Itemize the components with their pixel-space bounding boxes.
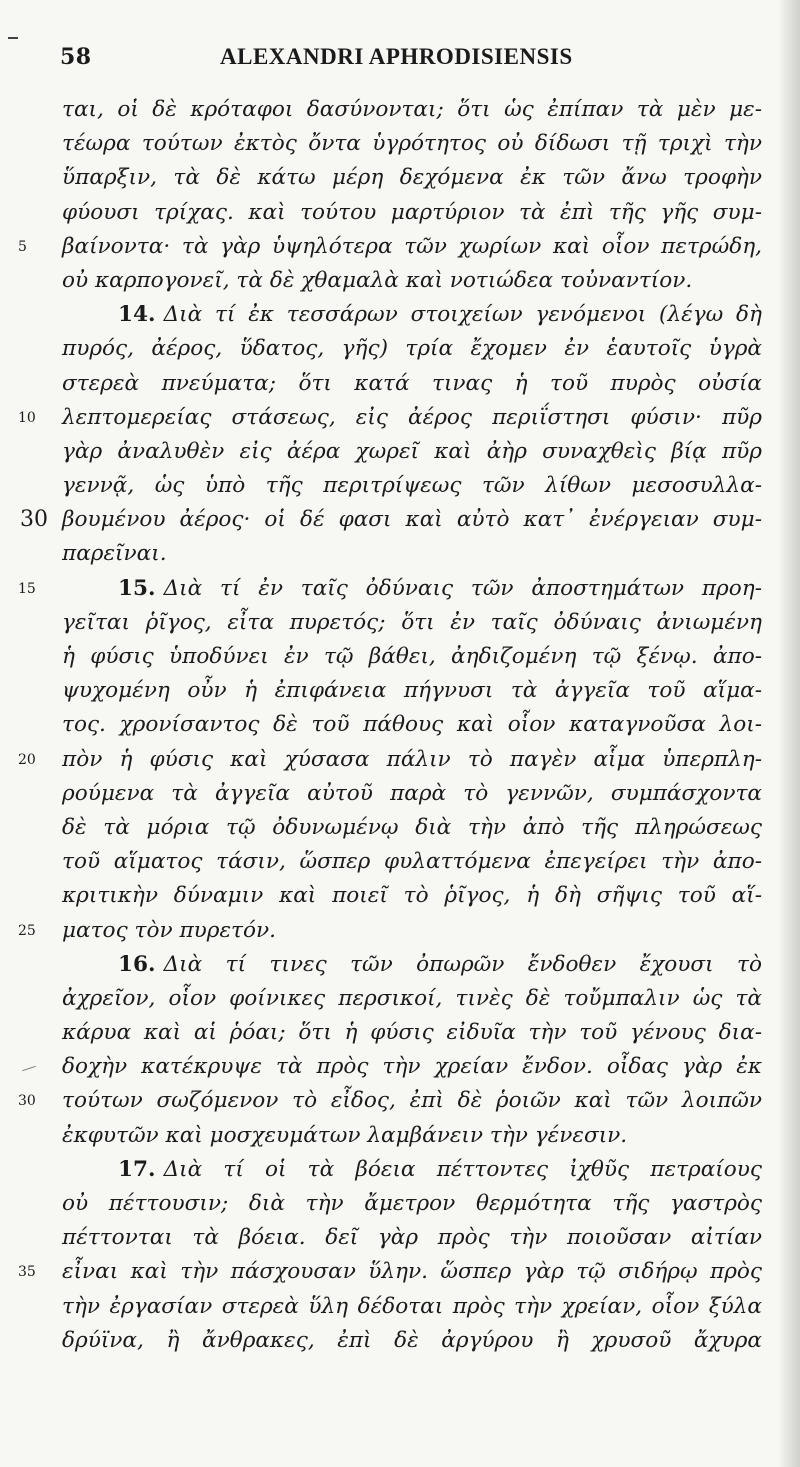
line-text: δὲ τὰ μόρια τῷ ὀδυνωμένῳ διὰ τὴν ἀπὸ τῆς πληρώσεως — [62, 814, 762, 840]
text-line — [18, 1255, 762, 1289]
text-line — [62, 811, 762, 845]
line-text: βαίνοντα· τὰ γὰρ ὑψηλότερα τῶν χωρίων καὶ οἷον πετρώδη, — [62, 233, 762, 259]
line-text: ται, οἱ δὲ κρόταφοι δασύνονται; ὅτι ὡς ἐπίπαν τὰ μὲν με- — [62, 97, 762, 122]
text-line — [62, 845, 762, 879]
text-line — [18, 1084, 762, 1118]
text-line — [62, 332, 762, 366]
line-text: κριτικὴν δύναμιν καὶ ποιεῖ τὸ ῥῖγος, ἡ δὴ σῆψις τοῦ αἵ- — [62, 883, 762, 909]
text-line — [20, 503, 762, 537]
line-text: ἐκφυτῶν καὶ μοσχευμάτων λαμβάνειν τὴν γένεσιν. — [62, 1122, 628, 1148]
margin-page-reference: 30 — [20, 507, 48, 533]
line-text: Διὰ τί τινες τῶν ὀπωρῶν ἔνδοθεν ἔχουσι τὸ — [163, 951, 762, 977]
text-line — [62, 127, 762, 161]
text-line — [62, 298, 762, 332]
text-line — [62, 1221, 762, 1255]
line-text: παρεῖναι. — [62, 541, 167, 567]
line-text: πὸν ἡ φύσις καὶ χύσασα πάλιν τὸ παγὲν αἷμα ὑπερπλη- — [62, 746, 762, 772]
line-text: ἡ φύσις ὑποδύνει ἐν τῷ βάθει, ἀηδιζομένη τῷ ξένῳ. ἀπο- — [62, 644, 762, 669]
text-line — [62, 93, 762, 127]
line-text: πέττονται τὰ βόεια. δεῖ γὰρ πρὸς τὴν ποιοῦσαν αἰτίαν — [62, 1225, 762, 1251]
page-number: 58 — [60, 44, 92, 70]
line-text: εἶναι καὶ τὴν πάσχουσαν ὕλην. ὥσπερ γὰρ τῷ σιδήρῳ πρὸς — [62, 1259, 762, 1285]
line-number: 35 — [18, 1264, 36, 1281]
line-text: οὐ πέττουσιν; διὰ τὴν ἄμετρον θερμότητα τῆς γαστρὸς — [62, 1191, 762, 1216]
section-number: 17. — [118, 1156, 156, 1182]
line-text: βουμένου ἀέρος· οἱ δέ φασι καὶ αὐτὸ κατ᾽ ἐνέργειαν συμ- — [62, 507, 762, 533]
line-number: 10 — [18, 409, 36, 426]
line-text: δοχὴν κατέκρυψε τὰ πρὸς τὴν χρείαν ἔνδον. οἶδας γὰρ ἐκ — [62, 1054, 762, 1080]
text-line — [62, 435, 762, 469]
text-line — [62, 879, 762, 913]
line-text: γεννᾷ, ὡς ὑπὸ τῆς περιτρίψεως τῶν λίθων μεσοσυλλα- — [62, 473, 762, 499]
line-text: Διὰ τί ἐν ταῖς ὀδύναις τῶν ἀποστημάτων προη- — [163, 575, 762, 601]
text-line — [62, 1324, 762, 1358]
text-line — [62, 469, 762, 503]
text-line — [62, 1119, 762, 1153]
line-number: 30 — [18, 1093, 36, 1110]
line-number: 25 — [18, 922, 36, 939]
running-header — [60, 44, 760, 78]
text-line — [62, 948, 762, 982]
line-text: στερεὰ πνεύματα; ὅτι κατά τινας ἡ τοῦ πυρὸς οὐσία — [62, 370, 762, 396]
text-line — [62, 982, 762, 1016]
text-line — [18, 914, 762, 948]
line-text: ὕπαρξιν, τὰ δὲ κάτω μέρη δεχόμενα ἐκ τῶν ἄνω τροφὴν — [62, 165, 762, 191]
line-number: 20 — [18, 751, 36, 768]
line-text: κάρυα καὶ αἱ ῥόαι; ὅτι ἡ φύσις εἰδυῖα τὴν τοῦ γένους δια- — [62, 1020, 762, 1046]
text-line — [18, 743, 762, 777]
section-number: 14. — [118, 302, 156, 328]
running-title: ALEXANDRI APHRODISIENSIS — [220, 44, 573, 69]
text-line — [62, 196, 762, 230]
margin-tick-mark — [22, 1066, 36, 1071]
text-line — [18, 572, 762, 606]
text-line — [62, 606, 762, 640]
text-line — [62, 1153, 762, 1187]
line-text: γὰρ ἀναλυθὲν εἰς ἀέρα χωρεῖ καὶ ἀὴρ συναχθεὶς βίᾳ πῦρ — [62, 438, 762, 464]
line-text: ματος τὸν πυρετόν. — [62, 917, 276, 943]
line-text: ἀχρεῖον, οἷον φοίνικες περσικοί, τινὲς δὲ τοὔμπαλιν ὡς τὰ — [62, 985, 762, 1011]
line-number: 5 — [18, 238, 27, 255]
line-text: δρύϊνα, ἢ ἄνθρακες, ἐπὶ δὲ ἀργύρου ἢ χρυσοῦ ἄχυρα — [62, 1327, 762, 1353]
page-gutter-shadow — [778, 0, 800, 1467]
text-line — [62, 674, 762, 708]
line-text: Διὰ τί οἱ τὰ βόεια πέττοντες ἰχθῦς πετραίους — [163, 1156, 762, 1182]
text-line — [62, 367, 762, 401]
line-text: πυρός, ἀέρος, ὕδατος, γῆς) τρία ἔχομεν ἐν ἑαυτοῖς ὑγρὰ — [62, 336, 762, 362]
text-line — [62, 1016, 762, 1050]
line-text: ρούμενα τὰ ἀγγεῖα αὐτοῦ παρὰ τὸ γεννῶν, συμπάσχοντα — [62, 780, 762, 806]
line-text: ψυχομένη οὖν ἡ ἐπιφάνεια πήγνυσι τὰ ἀγγεῖα τοῦ αἵμα- — [62, 678, 762, 704]
line-text: τὴν ἐργασίαν στερεὰ ὕλη δέδοται πρὸς τὴν χρείαν, οἷον ξύλα — [62, 1293, 762, 1319]
line-text: λεπτομερείας στάσεως, εἰς ἀέρος περιΐστησι φύσιν· πῦρ — [62, 404, 762, 430]
text-line — [62, 1050, 762, 1084]
text-line — [62, 708, 762, 742]
section-number: 16. — [118, 951, 156, 977]
line-text: φύουσι τρίχας. καὶ τούτου μαρτύριον τὰ ἐπὶ τῆς γῆς συμ- — [62, 199, 762, 225]
text-line — [18, 401, 762, 435]
text-line — [62, 264, 762, 298]
margin-tick-mark — [8, 37, 18, 39]
line-text: τούτων σωζόμενον τὸ εἶδος, ἐπὶ δὲ ῥοιῶν καὶ τῶν λοιπῶν — [62, 1088, 762, 1114]
text-line — [62, 1187, 762, 1221]
text-line — [62, 1290, 762, 1324]
line-text: τος. χρονίσαντος δὲ τοῦ πάθους καὶ οἷον καταγνοῦσα λοι- — [62, 712, 762, 738]
text-line — [62, 777, 762, 811]
section-number: 15. — [118, 575, 156, 601]
line-number: 15 — [18, 580, 36, 597]
line-text: τοῦ αἵματος τάσιν, ὥσπερ φυλαττόμενα ἐπεγείρει τὴν ἀπο- — [62, 849, 762, 875]
text-line — [62, 161, 762, 195]
text-body — [18, 93, 762, 1358]
line-text: γεῖται ῥῖγος, εἶτα πυρετός; ὅτι ἐν ταῖς ὀδύναις ἀνιωμένη — [62, 609, 762, 635]
line-text: τέωρα τούτων ἐκτὸς ὄντα ὑγρότητος οὐ δίδωσι τῇ τριχὶ τὴν — [62, 131, 762, 157]
line-text: οὐ καρπογονεῖ, τὰ δὲ χθαμαλὰ καὶ νοτιώδεα τοὐναντίον. — [62, 267, 693, 293]
text-line — [62, 537, 762, 571]
line-text: Διὰ τί ἐκ τεσσάρων στοιχείων γενόμενοι (λέγω δὴ — [163, 302, 762, 328]
text-line — [18, 230, 762, 264]
text-line — [62, 640, 762, 674]
